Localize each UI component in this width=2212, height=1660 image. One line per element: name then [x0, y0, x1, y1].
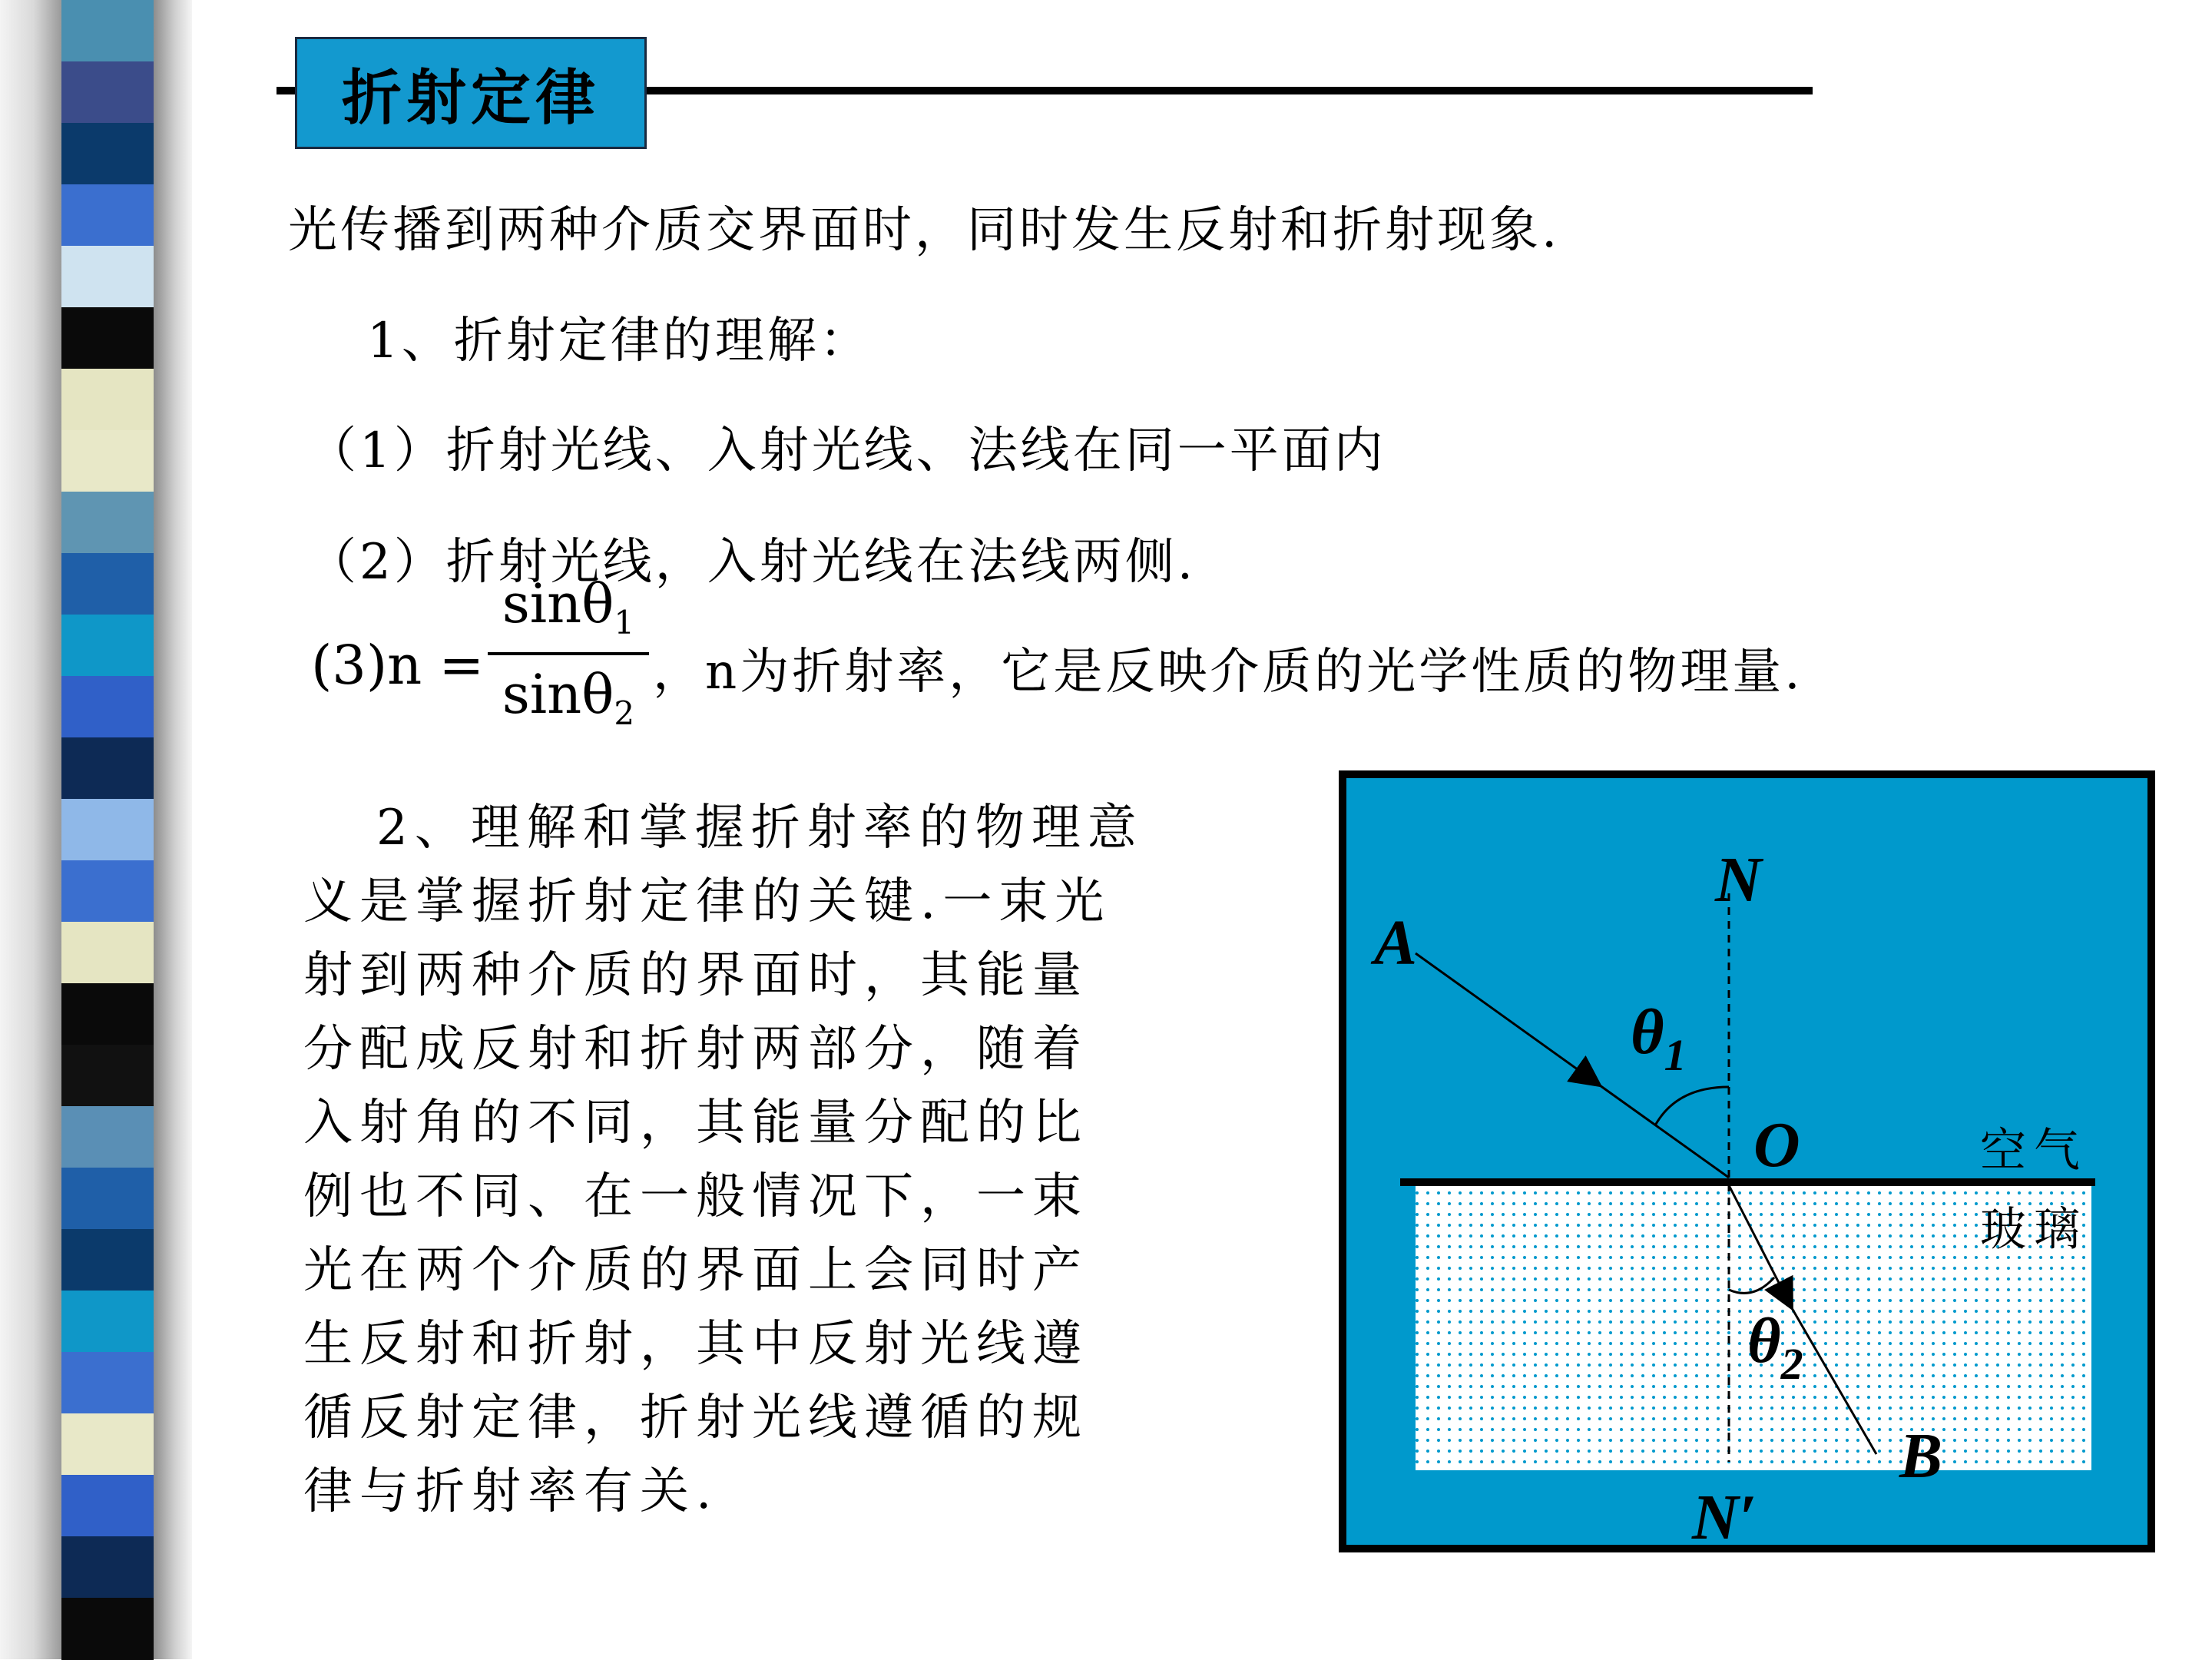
label-theta2: $\theta_2$	[1747, 1305, 1803, 1389]
strip-block	[61, 1291, 154, 1353]
section2-line: 生反射和折射，其中反射光线遵	[303, 1316, 1088, 1373]
strip-block	[61, 307, 154, 369]
section2-line: 义是掌握折射定律的关键.一束光	[303, 873, 1111, 930]
strip-block	[61, 246, 154, 308]
strip-block	[61, 860, 154, 923]
strip-block	[61, 184, 154, 247]
intro-text: 光传播到两种介质交界面时，同时发生反射和折射现象.	[288, 202, 1561, 259]
strip-block	[61, 1536, 154, 1599]
strip-block	[61, 1168, 154, 1230]
strip-block	[61, 615, 154, 677]
label-B: B	[1899, 1420, 1943, 1492]
strip-gradient-left	[0, 0, 61, 1659]
label-O: O	[1753, 1109, 1800, 1181]
section2-line: 入射角的不同，其能量分配的比	[303, 1095, 1088, 1151]
section2-line: 分配成反射和折射两部分，随着	[303, 1021, 1088, 1078]
label-theta1: $\theta_1$	[1631, 996, 1687, 1080]
decorative-strip	[0, 0, 192, 1659]
strip-block	[61, 1413, 154, 1476]
item-1: （1）折射光线、入射光线、法线在同一平面内	[307, 422, 1386, 479]
fraction-bar	[488, 652, 649, 655]
formula-numerator: sinθ$_1$	[502, 572, 635, 641]
refraction-diagram	[1339, 770, 2157, 1554]
section2-line: 射到两种介质的界面时，其能量	[303, 947, 1088, 1004]
section2-line: 光在两个介质的界面上会同时产	[303, 1242, 1088, 1299]
strip-block	[61, 553, 154, 615]
formula-tail: ，n为折射率，它是反映介质的光学性质的物理量.	[653, 644, 1803, 701]
formula-denominator: sinθ$_2$	[502, 663, 635, 732]
strip-block	[61, 799, 154, 861]
strip-gradient-right	[154, 0, 192, 1659]
strip-block	[61, 0, 154, 62]
section2-paragraph	[303, 791, 1217, 1529]
strip-block	[61, 1475, 154, 1537]
label-A: A	[1374, 907, 1418, 979]
page-title: 折射定律	[295, 37, 647, 149]
strip-block	[61, 922, 154, 984]
section2-line: 律与折射率有关.	[303, 1463, 719, 1520]
strip-block	[61, 1598, 154, 1660]
section2-line: 2、理解和掌握折射率的物理意	[376, 800, 1144, 857]
strip-block	[61, 676, 154, 738]
section2-line: 循反射定律，折射光线遵循的规	[303, 1390, 1088, 1446]
strip-block	[61, 983, 154, 1045]
item-2: （2）折射光线，入射光线在法线两侧.	[307, 534, 1197, 591]
strip-block	[61, 1106, 154, 1168]
strip-block	[61, 1229, 154, 1291]
label-N: N	[1715, 844, 1762, 916]
strip-block	[61, 123, 154, 185]
diagram-svg	[1339, 770, 2157, 1554]
strip-block	[61, 1352, 154, 1414]
strip-block	[61, 61, 154, 124]
strip-block	[61, 430, 154, 492]
strip-block	[61, 369, 154, 431]
strip-block	[61, 1045, 154, 1107]
strip-block	[61, 737, 154, 800]
section1-heading: 1、折射定律的理解：	[367, 313, 872, 369]
formula-lead: (3)n =	[311, 634, 485, 697]
label-N-prime: N′	[1692, 1482, 1757, 1553]
section2-line: 例也不同、在一般情况下，一束	[303, 1168, 1088, 1225]
strip-blocks	[61, 0, 154, 1659]
label-glass: 玻璃	[1980, 1203, 2088, 1257]
label-air: 空气	[1980, 1124, 2088, 1178]
strip-block	[61, 492, 154, 554]
